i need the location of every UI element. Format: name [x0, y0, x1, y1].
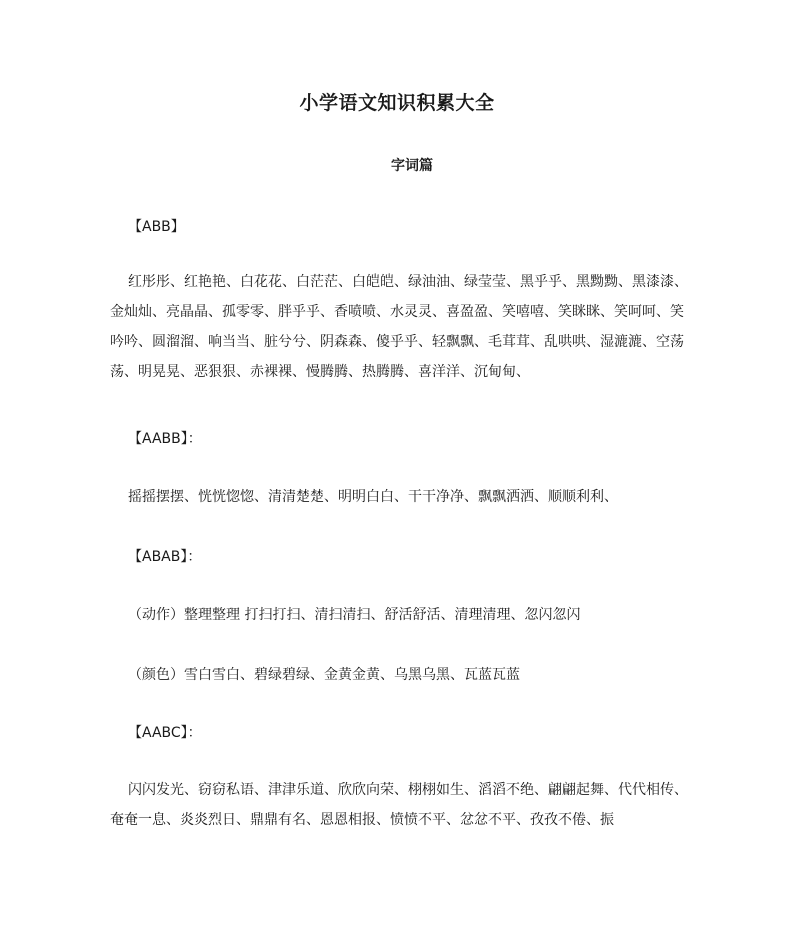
section-subtitle: 字词篇	[391, 158, 433, 174]
document-title: 小学语文知识积累大全	[299, 92, 495, 114]
heading-abab: 【ABAB】：	[128, 549, 202, 565]
paragraph-abb: 红彤彤、红艳艳、白花花、白茫茫、白皑皑、绿油油、绿莹莹、黑乎乎、黑黝黝、黑漆漆、金灿灿、亮晶晶、孤零零、胖乎乎、香喷喷、水灵灵、喜盈盈、笑嘻嘻、笑眯眯、笑呵呵、笑吟吟、圆溜溜、响当当、脏兮兮、阴森森、傻乎乎、轻飘飘、毛茸茸、乱哄哄、湿漉漉、空荡荡、明晃晃、恶狠狠、赤裸裸、慢腾腾、热腾腾、喜洋洋、沉甸甸、	[110, 274, 688, 380]
heading-aabb: 【AABB】：	[128, 431, 202, 447]
paragraph-aabb: 摇摇摆摆、恍恍惚惚、清清楚楚、明明白白、干干净净、飘飘洒洒、顺顺利利、	[128, 489, 618, 505]
paragraph-abab-actions: （动作）整理整理 打扫打扫、清扫清扫、舒活舒活、清理清理、忽闪忽闪	[128, 607, 581, 623]
heading-abb: 【ABB】	[128, 219, 185, 235]
paragraph-abab-colors: （颜色）雪白雪白、碧绿碧绿、金黄金黄、乌黑乌黑、瓦蓝瓦蓝	[128, 667, 520, 683]
heading-aabc: 【AABC】：	[128, 725, 202, 741]
paragraph-aabc: 闪闪发光、窃窃私语、津津乐道、欣欣向荣、栩栩如生、滔滔不绝、翩翩起舞、代代相传、奄奄一息、炎炎烈日、鼎鼎有名、恩恩相报、愤愤不平、忿忿不平、孜孜不倦、振	[110, 782, 688, 828]
